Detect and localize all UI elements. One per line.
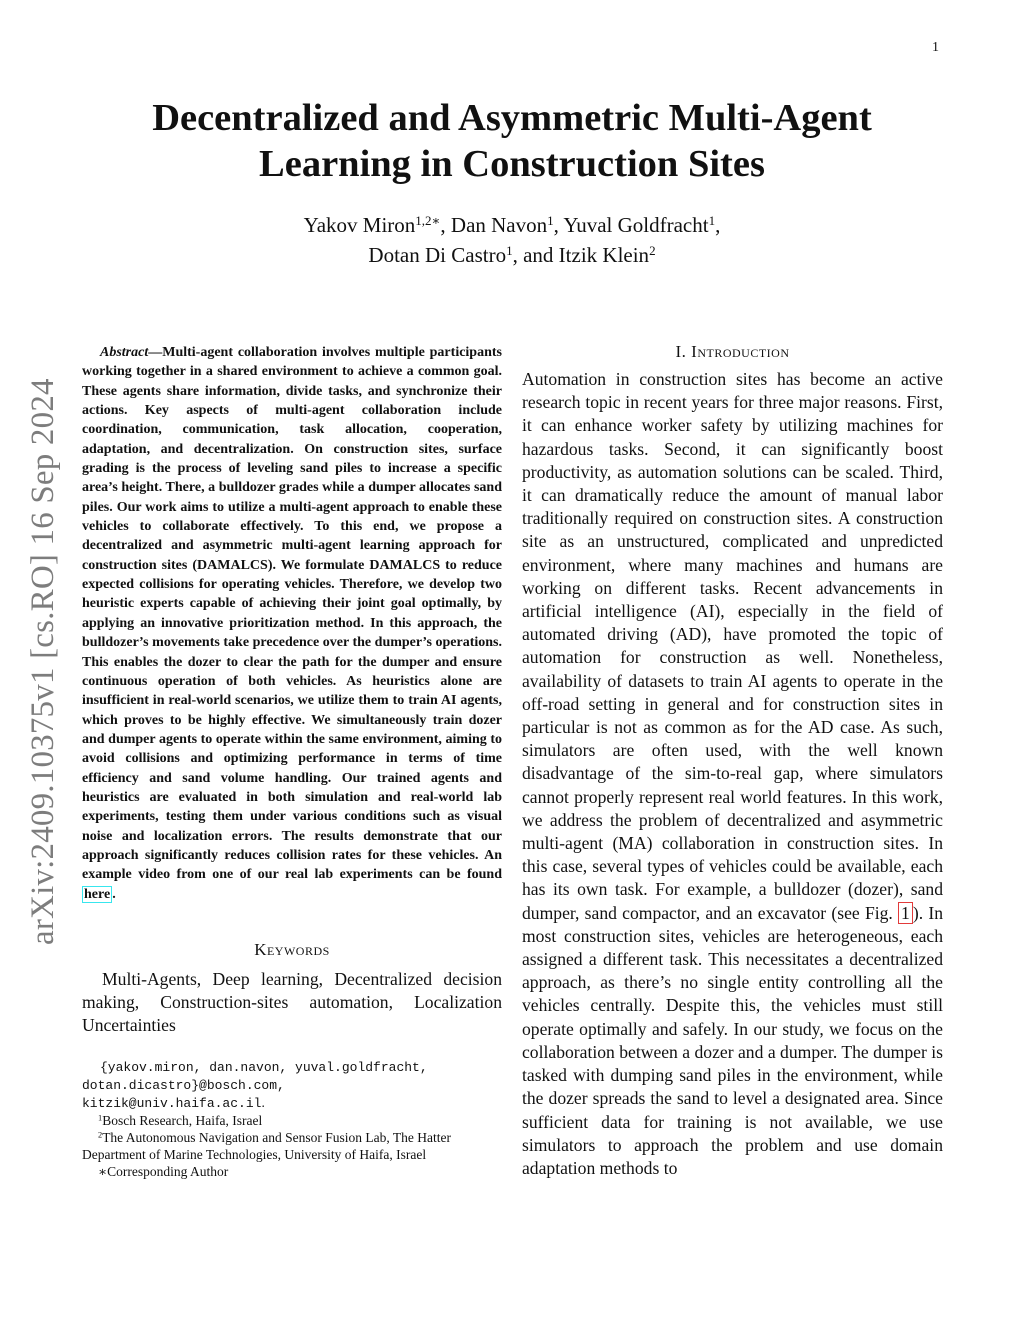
video-link[interactable]: here [84,886,111,902]
abstract-body: —Multi-agent collaboration involves multiple participants working together in a shared environment to achieve a common goal. These agents share information, divide tasks, and synchronize their actions. Key aspects of multi-agent collaboration include coordination, communication, task allocation, cooperation, adaptation, and decentralization. On construction sites, surface grading is the process of leveling sand piles to increase a specific area’s height. There, a bulldozer grades while a dumper allocates sand piles. Our work aims to utilize a multi-agent approach to enable these vehicles to collaborate effectively. To this end, we propose a decentralized and asymmetric multi-agent learning approach for construction sites (DAMALCS). We formulate DAMALCS to reduce expected collisions for operating vehicles. Therefore, we develop two heuristic experts capable of achieving their joint goal optimally, by applying an innovative prioritization method. In this approach, the bulldozer’s movements take precedence over the dumper’s operations. This enables the dozer to clear the path for the dumper and ensure continuous operation of both vehicles. As heuristics alone are insufficient in real-world scenarios, we utilize them to train AI agents, which proves to be highly effective. We simultaneously train dozer and dumper agents to operate within the same environment, aiming to avoid collisions and optimizing performance in terms of time efficiency and sand volume handling. Our trained agents and heuristics are evaluated in both simulation and real-world lab experiments, testing them under various conditions such as visual noise and localization errors. The results demonstrate that our approach significantly reduces collision rates for these vehicles. An example video from one of our real lab experiments can be found [82,345,502,883]
author-line-1 [100,210,924,240]
author-name: , Dan Navon [440,213,548,237]
author-separator: , [715,213,721,237]
abstract-end: . [112,886,116,902]
affiliation-2-continued: Department of Marine Technologies, University of Haifa, Israel [82,1146,427,1162]
author-affiliation-mark: 2 [649,242,656,258]
keywords-heading: Keywords [254,939,330,959]
author-affiliation-mark: 1,2∗ [415,212,441,228]
right-column [522,342,943,1180]
affiliation-text: Bosch Research, Haifa, Israel [102,1112,263,1128]
introduction-text-part-1: Automation in construction sites has become an active research topic in recent years for three major reasons. First, it can enhance worker safety by utilizing machines for hazardous tasks. Second, it can significantly boost productivity, as automation solutions can be scaled. Third, it can dramatically reduce the amount of manual labor traditionally required on construction sites. A construction site as an unstructured, complicated and unpredicted environment, where many machines and humans are working on different tasks. Recent advancements in artificial intelligence (AI), especially in the field of automated driving (AD), have promoted the topic of automation for construction as well. Nonetheless, availability of datasets to train AI agents to operate in the off-road setting in general and for construction sites in particular is not as common as for the AD case. As such, simulators are often used, with the well known disadvantage of the sim-to-real gap, where simulators cannot properly represent real world features. In this work, we address the problem of decentralized and asymmetric multi-agent (MA) collaboration in construction sites. In this case, several types of vehicles could be available, each has its own task. For example, a bulldozer (dozer), sand dumper, sand compactor, and an excavator (see Fig. [522,369,943,923]
title-line-2: Learning in Construction Sites [259,143,765,185]
figure-reference-link[interactable]: 1 [898,902,913,924]
author-name: , and Itzik Klein [512,243,650,267]
footnotes [82,1058,502,1180]
email-line-3: kitzik@univ.haifa.ac.il [82,1095,262,1111]
email-line-1: {yakov.miron, dan.navon, yuval.goldfracht, [100,1059,428,1075]
author-list [100,210,924,270]
affiliation-1 [82,1112,502,1129]
author-affiliation-mark: 1 [506,242,513,258]
affiliation-mark: 2 [98,1129,103,1139]
paper-title [100,95,924,187]
page-number: 1 [932,40,939,55]
email-line-2: dotan.dicastro [82,1077,192,1093]
corresponding-author: ∗Corresponding Author [98,1163,229,1179]
abstract [82,343,502,904]
author-name: , Yuval Goldfracht [553,213,709,237]
affiliation-2 [82,1129,502,1146]
title-line-1: Decentralized and Asymmetric Multi-Agent [152,97,872,139]
author-line-2 [100,240,924,270]
footnote-emails [82,1076,502,1094]
author-name: Dotan Di Castro [368,243,507,267]
footnote-emails [82,1094,502,1112]
author-name: Yakov Miron [303,213,416,237]
footnote-emails [82,1058,502,1076]
left-column [82,343,502,1180]
introduction-heading: I. Introduction [675,342,790,361]
abstract-label: Abstract [100,345,149,360]
affiliation-text: The Autonomous Navigation and Sensor Fusion Lab, The Hatter [102,1129,452,1145]
keywords-text: Multi-Agents, Deep learning, Decentralized decision making, Construction-sites automation, Localization Uncertainties [82,968,502,1036]
introduction-text-part-2: ). In most construction sites, vehicles are heterogeneous, each assigned a different task. This necessitates a decentralized approach, as there’s no single entity controlling all the vehicles centrally. Despite this, the vehicles must still operate optimally and safely. In our study, we focus on the collaboration between a dozer and a dumper. The dumper is tasked with dumping sand piles in the environment, while the dozer spreads the sand to level a designated area. Since sufficient data for training is not available, we use simulators to approach the problem and use domain adaptation methods to [522,902,943,1178]
email-line-2-domain: }@bosch.com, [191,1077,285,1093]
author-affiliation-mark: 1 [708,212,716,228]
introduction-paragraph [522,368,943,1180]
author-affiliation-mark: 1 [547,212,554,228]
arxiv-identifier: arXiv:2409.10375v1 [cs.RO] 16 Sep 2024 [25,378,61,945]
email-line-3-end: . [261,1094,265,1110]
affiliation-mark: 1 [98,1112,103,1122]
